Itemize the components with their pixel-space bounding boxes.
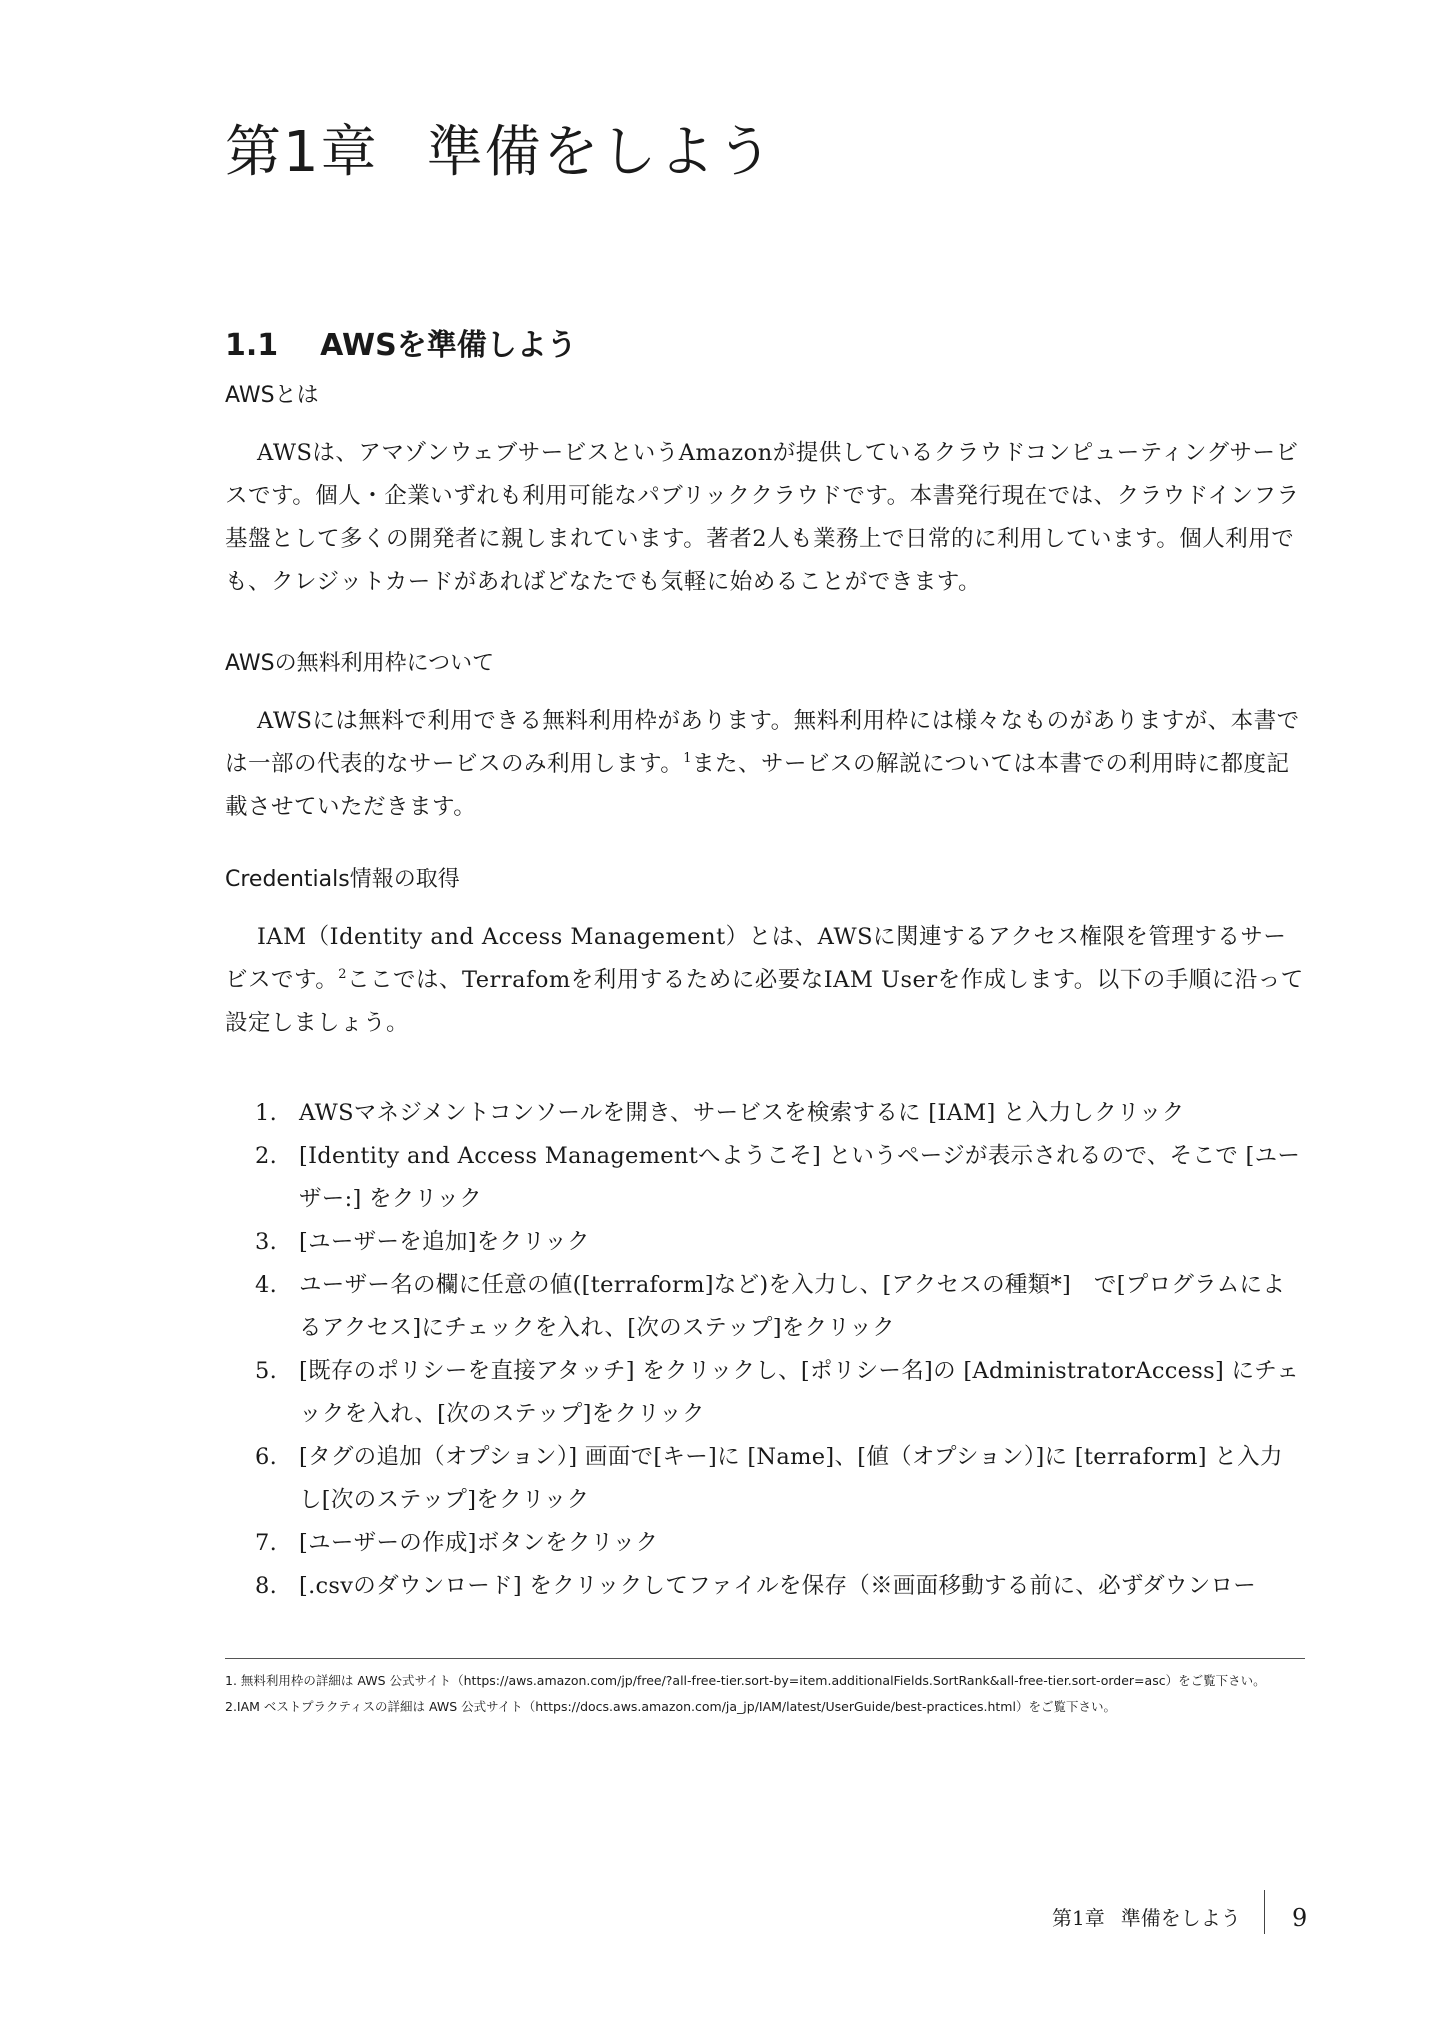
step-text: [ユーザーの作成]ボタンをクリック	[299, 1530, 659, 1556]
section-number: 1.1	[225, 328, 279, 363]
paragraph-credentials	[225, 916, 1305, 1045]
list-item	[225, 1436, 1305, 1522]
footer-chapter: 第1章	[1052, 1906, 1105, 1930]
paragraph-text: ここでは、Terrafomを利用するために必要なIAM Userを作成します。以下の手順に沿って設定しましょう。	[225, 967, 1304, 1036]
step-number: 3.	[255, 1229, 278, 1255]
step-number: 8.	[255, 1573, 278, 1599]
step-number: 6.	[255, 1444, 278, 1470]
step-text: ユーザー名の欄に任意の値([terraform]など)を入力し、[アクセスの種類*] で[プログラムによるアクセス]にチェックを入れ、[次のステップ]をクリック	[299, 1272, 1286, 1341]
subsection-heading-credentials: Credentials情報の取得	[225, 867, 460, 892]
subsection-heading-aws: AWSとは	[225, 383, 319, 408]
step-number: 1.	[255, 1100, 278, 1126]
footnote-divider	[225, 1658, 1305, 1659]
step-text: AWSマネジメントコンソールを開き、サービスを検索するに [IAM] と入力しクリック	[299, 1100, 1185, 1126]
step-number: 4.	[255, 1272, 278, 1298]
section-name: AWSを準備しよう	[320, 328, 577, 363]
chapter-name: 準備をしよう	[426, 120, 775, 185]
subsection-heading-free-tier: AWSの無料利用枠について	[225, 651, 495, 676]
footnote-1: 1. 無料利用枠の詳細は AWS 公式サイト（https://aws.amazon.com/jp/free/?all-free-tier.sort-by=item.additionalFields.SortRank&all-free-tier.sort-order=asc）をご覧下さい。	[225, 1673, 1266, 1688]
paragraph-text: AWSには無料で利用できる無料利用枠があります。無料利用枠には様々なものがありますが、本書では一部の代表的なサービスのみ利用します。	[225, 708, 1300, 777]
footnote-ref-2: 2	[338, 967, 347, 982]
step-text: [.csvのダウンロード] をクリックしてファイルを保存（※画面移動する前に、必ずダウンロー	[299, 1573, 1257, 1599]
footer-title: 準備をしよう	[1120, 1906, 1241, 1930]
paragraph-text: また、サービスの解説については本書での利用時に都度記載させていただきます。	[225, 751, 1290, 820]
footnote-2: 2.IAM ベストプラクティスの詳細は AWS 公式サイト（https://docs.aws.amazon.com/ja_jp/IAM/latest/UserGuide/best-practices.html）をご覧下さい。	[225, 1699, 1116, 1714]
list-item	[225, 1350, 1305, 1436]
page-number: 9	[1292, 1904, 1308, 1932]
paragraph-free-tier	[225, 700, 1305, 829]
list-item	[225, 1135, 1305, 1221]
step-number: 7.	[255, 1530, 278, 1556]
list-item	[225, 1221, 1305, 1264]
step-number: 5.	[255, 1358, 278, 1384]
footnotes	[225, 1670, 1305, 1722]
step-text: [ユーザーを追加]をクリック	[299, 1229, 590, 1255]
step-text: [既存のポリシーを直接アタッチ] をクリックし、[ポリシー名]の [AdministratorAccess] にチェックを入れ、[次のステップ]をクリック	[299, 1358, 1300, 1427]
list-item	[225, 1522, 1305, 1565]
list-item	[225, 1565, 1305, 1608]
steps-list	[225, 1092, 1305, 1608]
running-footer	[1052, 1898, 1241, 1938]
step-text: [Identity and Access Managementへようこそ] というページが表示されるので、そこで [ユーザー:] をクリック	[299, 1143, 1301, 1212]
paragraph-text: IAM（Identity and Access Management）とは、AWSに関連するアクセス権限を管理するサービスです。	[225, 924, 1287, 993]
list-item	[225, 1264, 1305, 1350]
chapter-number: 第1章	[225, 120, 379, 185]
chapter-title	[225, 108, 775, 188]
list-item	[225, 1092, 1305, 1135]
footnote-ref-1: 1	[683, 751, 692, 766]
step-text: [タグの追加（オプション）] 画面で[キー]に [Name]、[値（オプション）]に [terraform] と入力し[次のステップ]をクリック	[299, 1444, 1283, 1513]
footer-divider	[1264, 1890, 1265, 1934]
step-number: 2.	[255, 1143, 278, 1169]
section-title	[225, 320, 577, 364]
paragraph-aws-intro: AWSは、アマゾンウェブサービスというAmazonが提供しているクラウドコンピューティングサービスです。個人・企業いずれも利用可能なパブリッククラウドです。本書発行現在では、クラウドインフラ基盤として多くの開発者に親しまれています。著者2人も業務上で日常的に利用しています。個人利用でも、クレジットカードがあればどなたでも気軽に始めることができます。	[225, 440, 1300, 595]
